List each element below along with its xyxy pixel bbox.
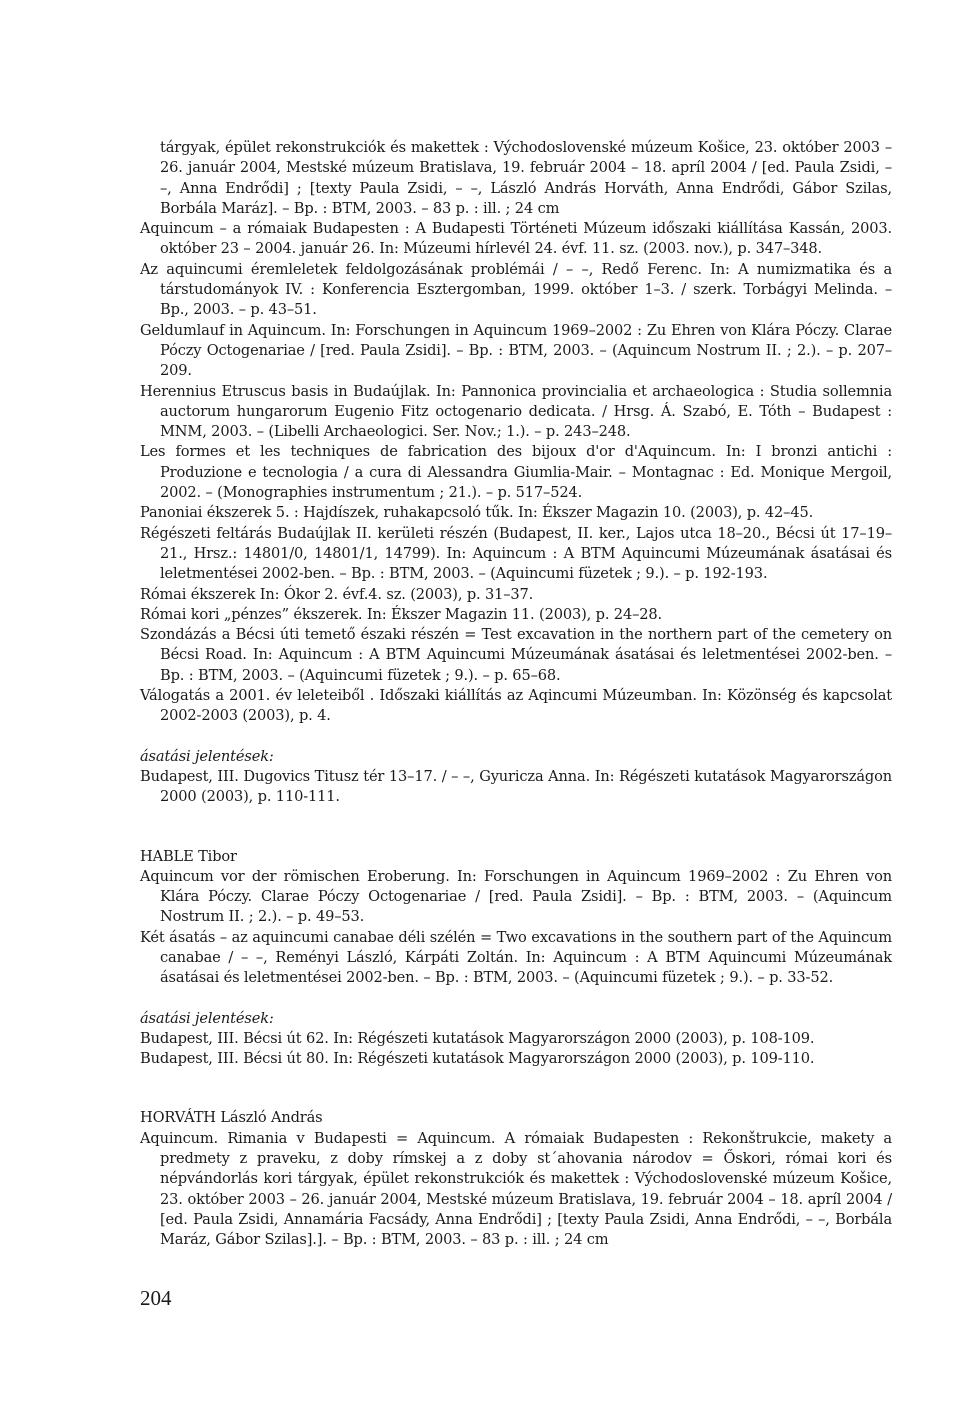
continued-entry: tárgyak, épület rekonstrukciók és makettek : Východoslovenské múzeum Košice, 23. október 2003 – 26. január 2004, Mestské múzeum Bratislava, 19. február 2004 – 18. apríl 2004 / [ed. Paula Zsidi, – –, Anna Endrődi] ; [texty Paula Zsidi, – –, László András Horváth, Anna Endrődi, Gábor Szilas, Borbála Maráz]. – Bp. : BTM, 2003. – 83 p. : ill. ; 24 cm [160,139,892,217]
reports-heading: ásatási jelentések: [140,1009,274,1027]
bibliography-text [140,138,892,1251]
reports-heading: ásatási jelentések: [140,747,274,765]
report-entry: Budapest, III. Bécsi út 62. In: Régészeti kutatások Magyarországon 2000 (2003), p. 108-109. [140,1029,815,1047]
bib-entry: Régészeti feltárás Budaújlak II. kerületi részén (Budapest, II. ker., Lajos utca 18–20., Bécsi út 17–19–21., Hrsz.: 14801/0, 14801/1, 14799). In: Aquincum : A BTM Aquincumi Múzeumának ásatásai és leletmentései 2002-ben. – Bp. : BTM, 2003. – (Aquincumi füzetek ; 9.). – p. 192-193. [140,524,892,583]
bib-entry: Geldumlauf in Aquincum. In: Forschungen in Aquincum 1969–2002 : Zu Ehren von Klára Póczy. Clarae Póczy Octogenariae / [red. Paula Zsidi]. – Bp. : BTM, 2003. – (Aquincum Nostrum II. ; 2.). – p. 207–209. [140,321,892,380]
bib-entry: Herennius Etruscus basis in Budaújlak. In: Pannonica provincialia et archaeologica : Studia sollemnia auctorum hungarorum Eugenio Fitz octogenario dedicata. / Hrsg. Á. Szabó, E. Tóth – Budapest : MNM, 2003. – (Libelli Archaeologici. Ser. Nov.; 1.). – p. 243–248. [140,382,892,441]
page-number: 204 [140,1286,172,1310]
author-first-name: Tibor [198,847,237,865]
bib-entry: Panoniai ékszerek 5. : Hajdíszek, ruhakapcsoló tűk. In: Ékszer Magazin 10. (2003), p. 42–45. [140,504,814,522]
bib-entry: Római ékszerek In: Ókor 2. évf.4. sz. (2003), p. 31–37. [140,585,534,603]
bib-entry: Az aquincumi éremleletek feldolgozásának problémái / – –, Redő Ferenc. In: A numizmatika és a társtudományok IV. : Konferencia Esztergomban, 1999. október 1–3. / szerk. Torbágyi Melinda. – Bp., 2003. – p. 43–51. [140,260,892,319]
bib-entry: Les formes et les techniques de fabrication des bijoux d'or d'Aquincum. In: I bronzi antichi : Produzione e tecnologia / a cura di Alessandra Giumlia-Mair. – Montagnac : Ed. Monique Mergoil, 2002. – (Monographies instrumentum ; 21.). – p. 517–524. [140,443,892,502]
author-last-name: HORVÁTH [140,1109,216,1127]
bib-entry: Aquincum – a rómaiak Budapesten : A Budapesti Történeti Múzeum időszaki kiállítása Kassán, 2003. október 23 – 2004. január 26. In: Múzeumi hírlevél 24. évf. 11. sz. (2003. nov.), p. 347–348. [140,220,892,258]
author-first-name: László András [220,1109,323,1127]
bib-entry: Szondázás a Bécsi úti temető északi részén = Test excavation in the northern part of the cemetery on Bécsi Road. In: Aquincum : A BTM Aquincumi Múzeumának ásatásai és leletmentései 2002-ben. – Bp. : BTM, 2003. – (Aquincumi füzetek ; 9.). – p. 65–68. [140,626,892,684]
bib-entry: Római kori „pénzes” ékszerek. In: Ékszer Magazin 11. (2003), p. 24–28. [140,605,662,623]
author-heading [140,1108,892,1128]
report-entry: Budapest, III. Dugovics Titusz tér 13–17. / – –, Gyuricza Anna. In: Régészeti kutatások Magyarországon 2000 (2003), p. 110-111. [140,767,892,806]
bib-entry: Válogatás a 2001. év leleteiből . Időszaki kiállítás az Aqincumi Múzeumban. In: Közönség és kapcsolat 2002-2003 (2003), p. 4. [140,687,892,725]
report-entry: Budapest, III. Bécsi út 80. In: Régészeti kutatások Magyarországon 2000 (2003), p. 109-110. [140,1050,815,1068]
bib-entry: Aquincum. Rimania v Budapesti = Aquincum. A rómaiak Budapesten : Rekonštrukcie, makety a predmety z praveku, z doby rímskej a z doby st´ahovania národov = Őskori, római kori és népvándorlás kori tárgyak, épület rekonstrukciók és makettek : Východoslovenské múzeum Košice, 23. október 2003 – 26. január 2004, Mestské múzeum Bratislava, 19. február 2004 – 18. apríl 2004 / [ed. Paula Zsidi, Annamária Facsády, Anna Endrődi] ; [texty Paula Zsidi, Anna Endrődi, – –, Borbála Maráz, Gábor Szilas].]. – Bp. : BTM, 2003. – 83 p. : ill. ; 24 cm [140,1129,892,1249]
bib-entry: Aquincum vor der römischen Eroberung. In: Forschungen in Aquincum 1969–2002 : Zu Ehren von Klára Póczy. Clarae Póczy Octogenariae / [red. Paula Zsidi]. – Bp. : BTM, 2003. – (Aquincum Nostrum II. ; 2.). – p. 49–53. [140,867,892,926]
bib-entry: Két ásatás – az aquincumi canabae déli szélén = Two excavations in the southern part of the Aquincum canabae / – –, Reményi László, Kárpáti Zoltán. In: Aquincum : A BTM Aquincumi Múzeumának ásatásai és leletmentései 2002-ben. – Bp. : BTM, 2003. – (Aquincumi füzetek ; 9.). – p. 33-52. [140,928,892,987]
author-last-name: HABLE [140,847,194,865]
author-heading [140,847,892,867]
